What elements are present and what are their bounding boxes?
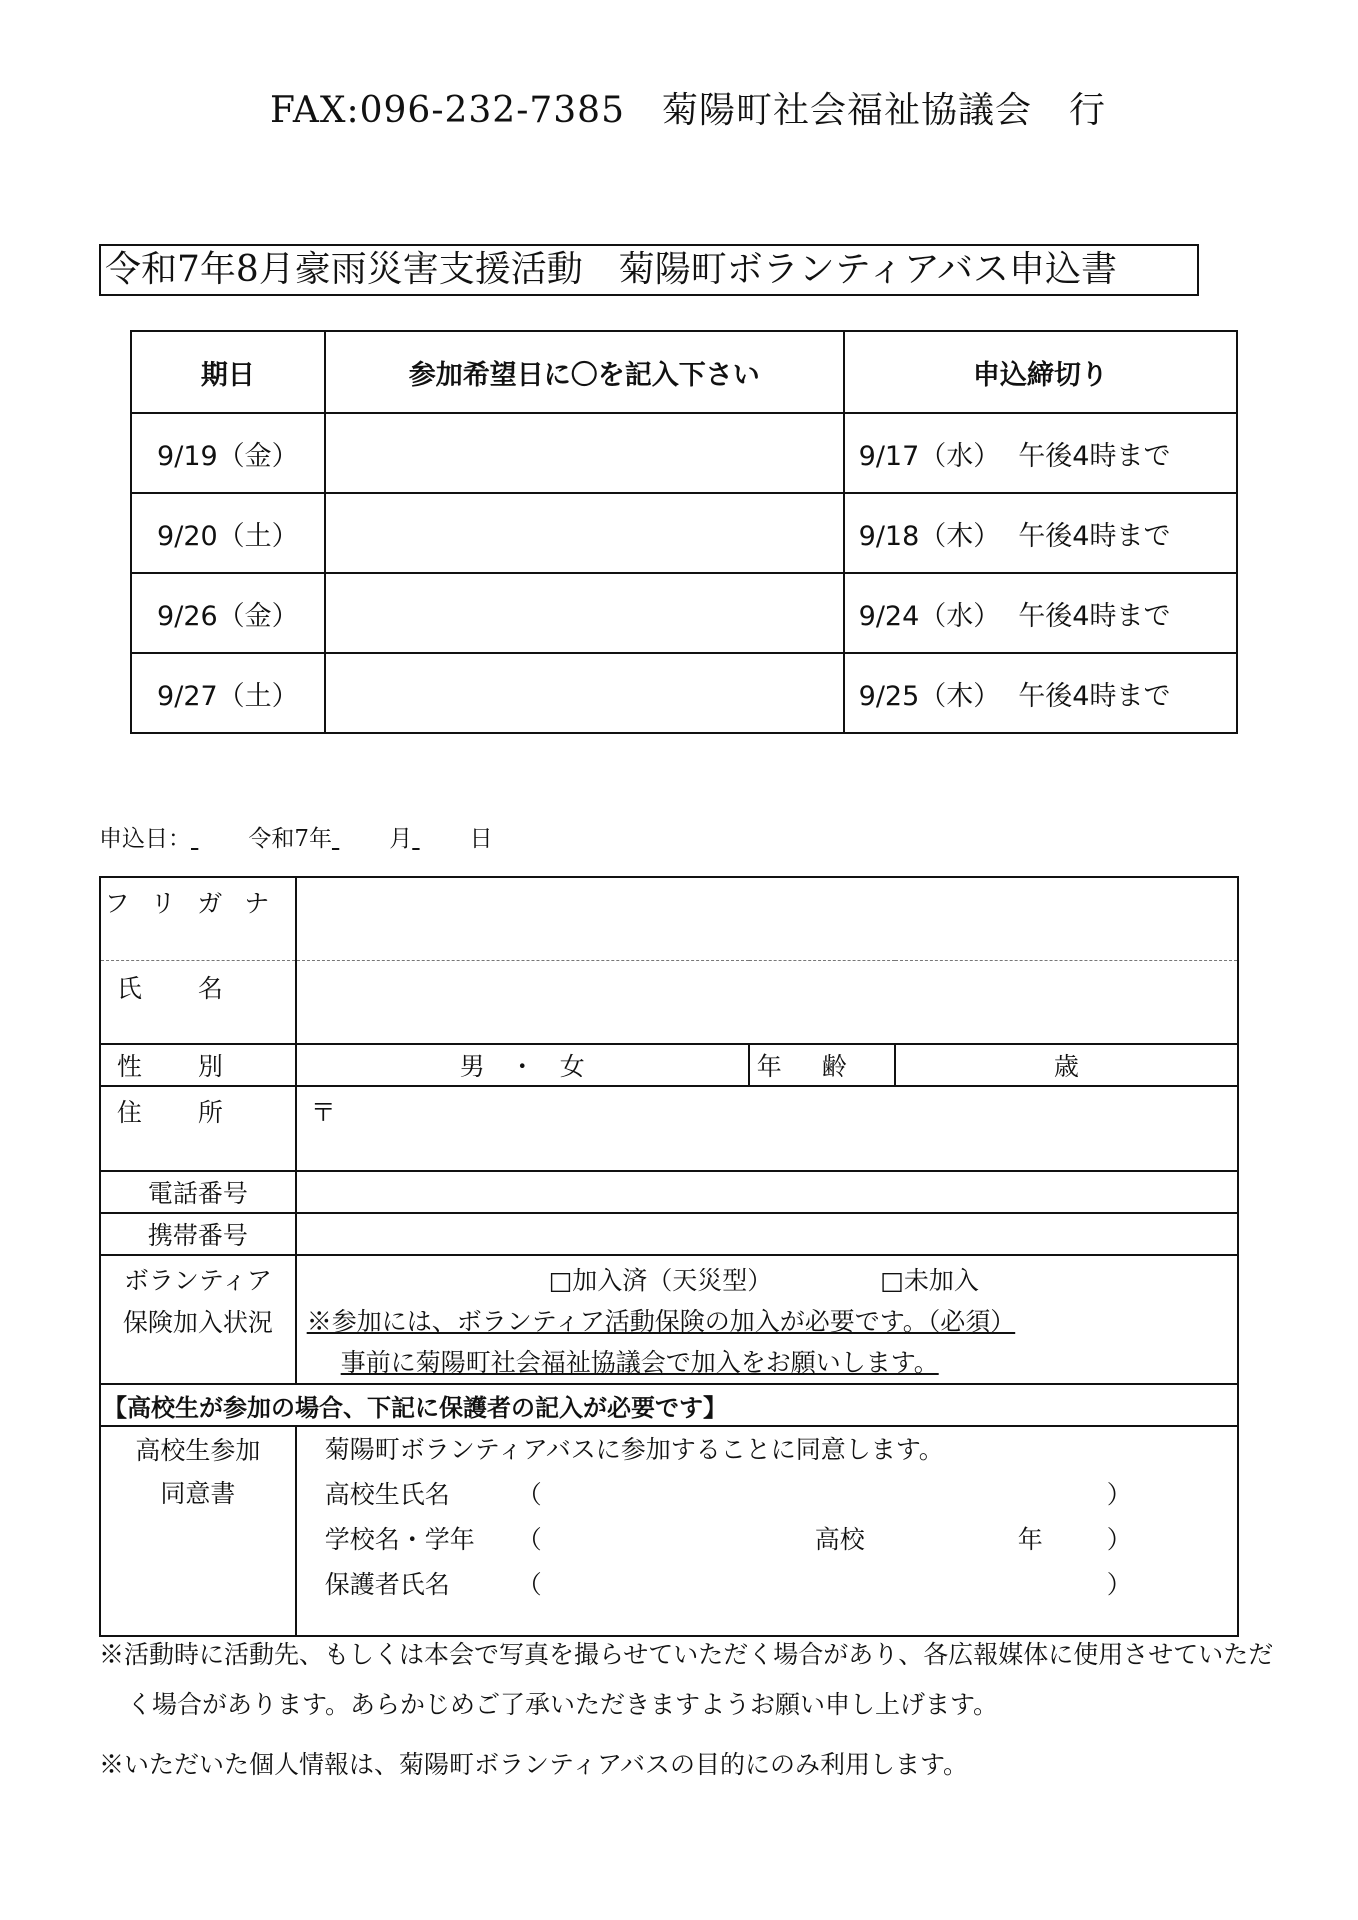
- schedule-row: [131, 653, 1237, 733]
- fax-header: FAX:096-232-7385 菊陽町社会福祉協議会 行: [270, 90, 1106, 131]
- apply-date: [99, 820, 493, 853]
- name-row: [100, 960, 1238, 1044]
- open-paren: （: [516, 1480, 542, 1509]
- mobile-row: [100, 1213, 1238, 1255]
- furigana-row: [100, 877, 1238, 960]
- schedule-date: 9/27（土）: [131, 653, 325, 733]
- form-title: 令和7年8月豪雨災害支援活動 菊陽町ボランティアバス申込書: [99, 244, 1199, 296]
- consent-label-2: 同意書: [160, 1479, 236, 1508]
- mobile-input[interactable]: [296, 1213, 1238, 1255]
- furigana-label: フリガナ: [104, 889, 292, 918]
- school-suffix: 高校: [814, 1525, 865, 1554]
- consent-statement: 菊陽町ボランティアバスに参加することに同意します。: [324, 1435, 944, 1464]
- school-name-input[interactable]: [557, 1517, 807, 1557]
- schedule-mark-cell[interactable]: [325, 493, 844, 573]
- insurance-label-2: 保険加入状況: [122, 1308, 273, 1337]
- furigana-input[interactable]: [296, 877, 1238, 960]
- age-unit: 歳: [1053, 1052, 1079, 1081]
- apply-date-month: 月: [389, 826, 413, 852]
- grade-input[interactable]: [925, 1517, 1015, 1557]
- phone-label: 電話番号: [100, 1171, 296, 1213]
- address-label: 住所: [116, 1098, 279, 1127]
- schedule-header-row: [131, 331, 1237, 413]
- age-label: 年齢: [756, 1052, 887, 1081]
- insurance-option-not-joined[interactable]: □未加入: [880, 1266, 979, 1295]
- name-label: 氏名: [116, 973, 279, 1003]
- guardian-label: 保護者氏名: [324, 1570, 450, 1599]
- apply-date-label: 申込日：: [99, 826, 191, 852]
- phone-input[interactable]: [296, 1171, 1238, 1213]
- insurance-option-joined[interactable]: □加入済（天災型）: [548, 1266, 773, 1295]
- grade-suffix: 年: [1017, 1525, 1043, 1554]
- schedule-mark-cell[interactable]: [325, 413, 844, 493]
- insurance-note-2: 事前に菊陽町社会福祉協議会で加入をお願いします。: [340, 1348, 939, 1377]
- deadline-time: 午後4時まで: [1018, 680, 1171, 712]
- guardian-name-input[interactable]: [557, 1562, 977, 1602]
- schedule-header-deadline: 申込締切り: [844, 331, 1237, 413]
- address-input[interactable]: [296, 1086, 1238, 1171]
- schedule-deadline: [844, 413, 1237, 493]
- privacy-notice: ※いただいた個人情報は、菊陽町ボランティアバスの目的にのみ利用します。: [99, 1750, 969, 1779]
- consent-row: [100, 1426, 1238, 1636]
- deadline-time: 午後4時まで: [1018, 520, 1171, 552]
- deadline-time: 午後4時まで: [1018, 440, 1171, 472]
- close-paren: ）: [1106, 1480, 1132, 1509]
- deadline-date: 9/24（水）: [858, 600, 1001, 632]
- schedule-date: 9/26（金）: [131, 573, 325, 653]
- student-name-input[interactable]: [557, 1472, 977, 1512]
- photo-notice-line-2: く場合があります。あらかじめご了承いただきますようお願い申し上げます。: [127, 1690, 999, 1719]
- schedule-date: 9/20（土）: [131, 493, 325, 573]
- schedule-row: [131, 573, 1237, 653]
- schedule-mark-cell[interactable]: [325, 573, 844, 653]
- open-paren: （: [516, 1570, 542, 1599]
- school-label: 学校名・学年: [324, 1525, 475, 1554]
- schedule-deadline: [844, 653, 1237, 733]
- schedule-row: [131, 493, 1237, 573]
- deadline-date: 9/17（水）: [858, 440, 1001, 472]
- schedule-header-date: 期日: [131, 331, 325, 413]
- age-input[interactable]: [895, 1044, 1238, 1086]
- photo-notice: [99, 1630, 1299, 1730]
- student-name-label: 高校生氏名: [324, 1480, 450, 1509]
- hs-notice: 【高校生が参加の場合、下記に保護者の記入が必要です】: [100, 1384, 1238, 1426]
- schedule-date: 9/19（金）: [131, 413, 325, 493]
- open-paren: （: [516, 1525, 542, 1554]
- schedule-header-mark: 参加希望日に〇を記入下さい: [325, 331, 844, 413]
- schedule-table: [130, 330, 1238, 734]
- deadline-time: 午後4時まで: [1018, 600, 1171, 632]
- photo-notice-line-1: ※活動時に活動先、もしくは本会で写真を撮らせていただく場合があり、各広報媒体に使用させていただ: [99, 1640, 1274, 1669]
- mobile-label: 携帯番号: [100, 1213, 296, 1255]
- gender-label: 性別: [116, 1052, 279, 1081]
- deadline-date: 9/25（木）: [858, 680, 1001, 712]
- hs-notice-row: [100, 1384, 1238, 1426]
- phone-row: [100, 1171, 1238, 1213]
- apply-date-day: 日: [469, 826, 493, 852]
- gender-age-row: [100, 1044, 1238, 1086]
- gender-choice[interactable]: 男 ・ 女: [296, 1044, 749, 1086]
- deadline-date: 9/18（木）: [858, 520, 1001, 552]
- address-row: [100, 1086, 1238, 1171]
- insurance-label-1: ボランティア: [123, 1266, 272, 1295]
- close-paren: ）: [1106, 1525, 1132, 1554]
- insurance-note-1: ※参加には、ボランティア活動保険の加入が必要です。（必須）: [306, 1307, 1016, 1336]
- apply-date-era: 令和7年: [248, 826, 332, 852]
- close-paren: ）: [1106, 1570, 1132, 1599]
- insurance-row: [100, 1255, 1238, 1384]
- schedule-deadline: [844, 493, 1237, 573]
- postal-mark: 〒: [310, 1098, 336, 1127]
- applicant-form: [99, 876, 1239, 1637]
- consent-label-1: 高校生参加: [135, 1436, 261, 1465]
- schedule-mark-cell[interactable]: [325, 653, 844, 733]
- name-input[interactable]: [296, 960, 1238, 1044]
- schedule-deadline: [844, 573, 1237, 653]
- schedule-row: [131, 413, 1237, 493]
